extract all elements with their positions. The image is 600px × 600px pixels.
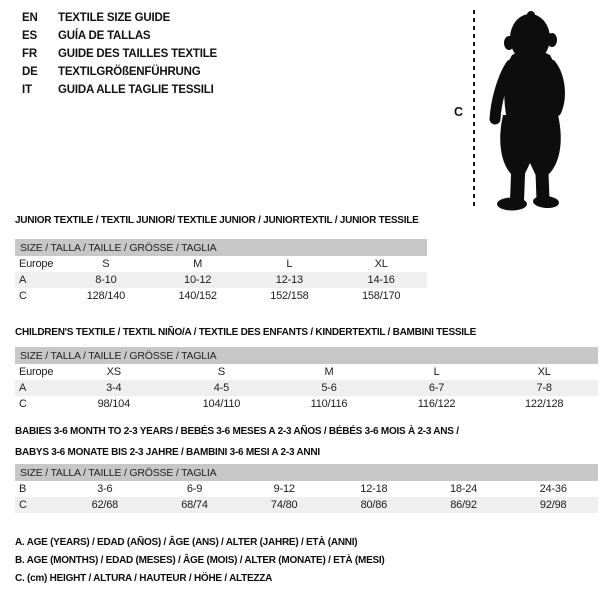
height-cell: 128/140 — [86, 290, 126, 302]
language-guide-title: TEXTILE SIZE GUIDE — [58, 12, 171, 24]
size-cell: L — [286, 258, 293, 270]
babies-size-table — [15, 464, 598, 513]
language-code: ES — [22, 30, 37, 42]
height-cell: 140/152 — [178, 290, 217, 302]
size-cell: L — [433, 366, 440, 378]
age-cell: 3-6 — [97, 483, 113, 495]
table-row-age — [15, 272, 427, 288]
height-cell: 80/86 — [360, 499, 388, 511]
size-cell: XL — [374, 258, 388, 270]
height-cell: 62/68 — [91, 499, 119, 511]
language-row-de — [22, 63, 217, 81]
footnote-age-years: A. AGE (YEARS) / EDAD (AÑOS) / ÂGE (ANS) / ALTER (JAHRE) / ETÀ (ANNI) — [15, 537, 358, 548]
height-cell: 104/110 — [202, 398, 241, 410]
height-measure-dashed-line — [473, 10, 475, 206]
table-header-bar: SIZE / TALLA / TAILLE / GRÖSSE / TAGLIA — [15, 239, 427, 256]
language-code: EN — [22, 12, 38, 24]
footnote-age-months: B. AGE (MONTHS) / EDAD (MESES) / ÂGE (MOIS) / ALTER (MONATE) / ETÀ (MESI) — [15, 555, 385, 566]
language-guide-title: GUIDA ALLE TAGLIE TESSILI — [58, 84, 214, 96]
age-cell: 10-12 — [184, 274, 212, 286]
row-label: Europe — [19, 366, 54, 378]
language-row-it — [22, 81, 217, 99]
table-row-height — [15, 288, 427, 304]
junior-table-title: JUNIOR TEXTILE / TEXTIL JUNIOR/ TEXTILE JUNIOR / JUNIORTEXTIL / JUNIOR TESSILE — [15, 215, 419, 226]
age-cell: 18-24 — [449, 483, 478, 495]
baby-silhouette — [487, 7, 595, 212]
table-row-age-months — [15, 481, 598, 497]
size-cell: M — [193, 258, 203, 270]
table-row-europe — [15, 364, 598, 380]
age-cell: 12-18 — [360, 483, 388, 495]
babies-table-title — [15, 421, 459, 463]
age-cell: 6-7 — [428, 382, 445, 394]
height-cell: 68/74 — [181, 499, 208, 511]
size-cell: S — [217, 366, 225, 378]
age-cell: 3-4 — [106, 382, 122, 394]
table-row-age — [15, 380, 598, 396]
footnotes — [15, 534, 385, 588]
row-label: C — [19, 499, 27, 511]
language-guide-title: GUÍA DE TALLAS — [58, 30, 151, 42]
height-cell: 98/104 — [97, 398, 131, 410]
row-label: Europe — [19, 258, 54, 270]
table-row-height — [15, 497, 598, 513]
height-cell: 86/92 — [450, 499, 477, 511]
height-cell: 158/170 — [361, 290, 401, 302]
height-cell: 152/158 — [270, 290, 309, 302]
age-cell: 24-36 — [539, 483, 567, 495]
junior-size-table — [15, 239, 427, 304]
row-label: A — [19, 382, 27, 394]
size-cell: S — [102, 258, 110, 270]
language-row-en — [22, 9, 217, 27]
age-cell: 5-6 — [321, 382, 337, 394]
age-cell: 8-10 — [95, 274, 117, 286]
row-label: B — [19, 483, 27, 495]
children-size-table — [15, 347, 598, 412]
footnote-height-cm: C. (cm) HEIGHT / ALTURA / HAUTEUR / HÖHE / ALTEZZA — [15, 573, 273, 584]
height-cell: 116/122 — [417, 398, 456, 410]
language-row-es — [22, 27, 217, 45]
row-label: C — [19, 290, 27, 302]
size-cell: M — [324, 366, 334, 378]
size-cell: XL — [537, 366, 551, 378]
height-cell: 122/128 — [524, 398, 564, 410]
age-cell: 6-9 — [186, 483, 203, 495]
table-header-bar: SIZE / TALLA / TAILLE / GRÖSSE / TAGLIA — [15, 347, 598, 364]
row-label: C — [19, 398, 27, 410]
age-cell: 14-16 — [367, 274, 395, 286]
size-cell: XS — [106, 366, 121, 378]
language-list — [22, 9, 217, 99]
age-cell: 9-12 — [273, 483, 295, 495]
table-row-height — [15, 396, 598, 412]
age-cell: 7-8 — [536, 382, 552, 394]
height-cell: 74/80 — [270, 499, 298, 511]
language-code: DE — [22, 66, 38, 78]
language-guide-title: GUIDE DES TAILLES TEXTILE — [58, 48, 217, 60]
height-cell: 110/116 — [310, 398, 348, 410]
height-cell: 92/98 — [539, 499, 567, 511]
age-cell: 4-5 — [213, 382, 230, 394]
babies-title-line1: BABIES 3-6 MONTH TO 2-3 YEARS / BEBÉS 3-6 MESES A 2-3 AÑOS / BÉBÉS 3-6 MOIS À 2-3 ANS / — [15, 426, 459, 437]
language-code: FR — [22, 48, 37, 60]
language-code: IT — [22, 84, 32, 96]
table-header-bar: SIZE / TALLA / TAILLE / GRÖSSE / TAGLIA — [15, 464, 598, 481]
row-label: A — [19, 274, 27, 286]
language-row-fr — [22, 45, 217, 63]
language-guide-title: TEXTILGRÖßENFÜHRUNG — [58, 66, 201, 78]
table-row-europe — [15, 256, 427, 272]
age-cell: 12-13 — [275, 274, 303, 286]
babies-title-line2: BABYS 3-6 MONATE BIS 2-3 JAHRE / BAMBINI 3-6 MESI A 2-3 ANNI — [15, 447, 320, 458]
height-measure-label: C — [454, 105, 464, 119]
children-table-title: CHILDREN'S TEXTILE / TEXTIL NIÑO/A / TEXTILE DES ENFANTS / KINDERTEXTIL / BAMBINI TESSILE — [15, 327, 477, 338]
